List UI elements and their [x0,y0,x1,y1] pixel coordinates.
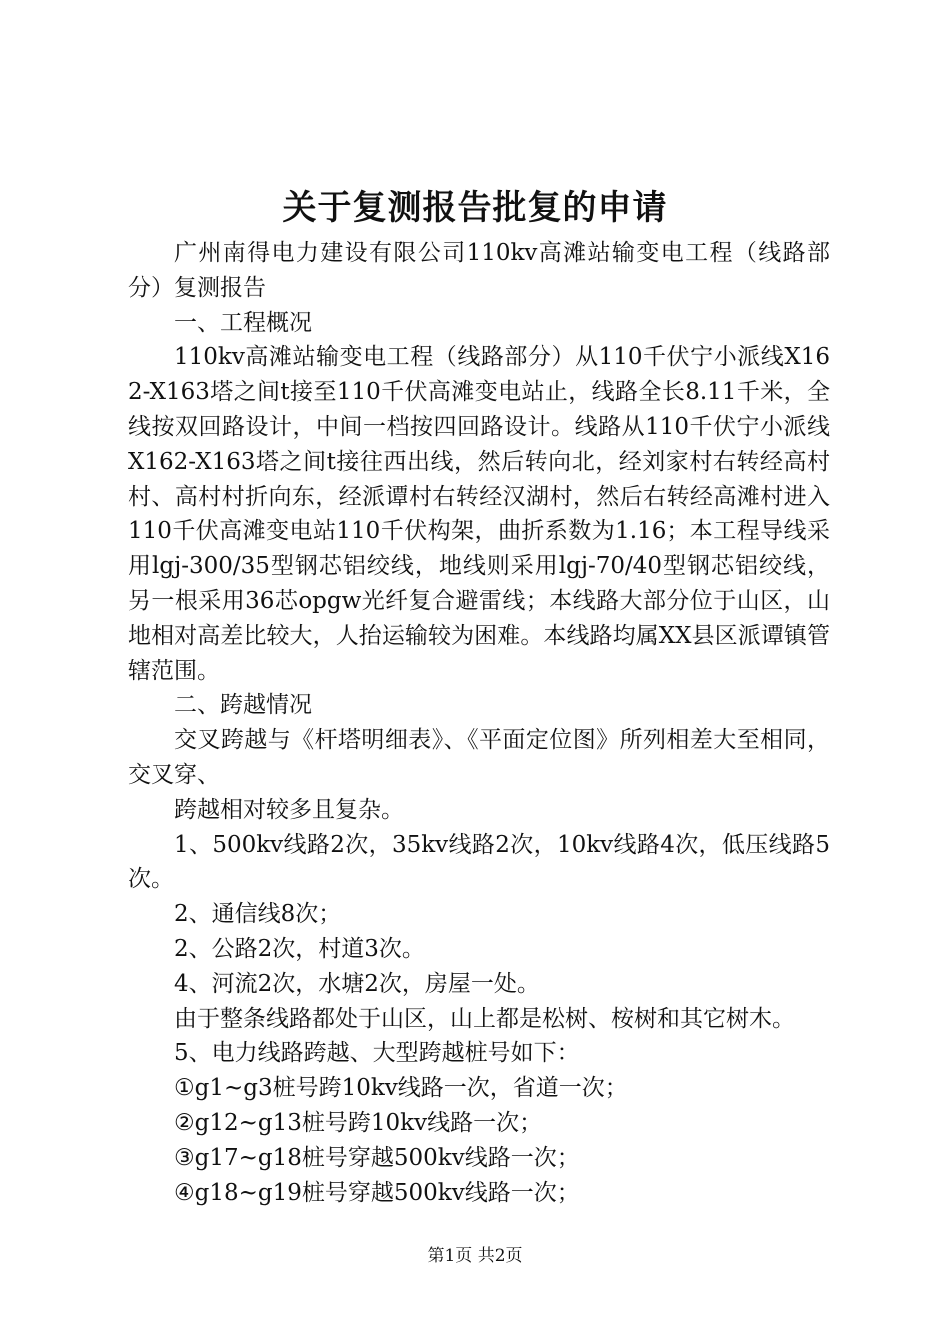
paragraph-crossing-complexity: 跨越相对较多且复杂。 [174,796,404,823]
crossing-item-4: ④g18~g19桩号穿越500kv线路一次； [174,1179,580,1206]
list-item-roads: 2、公路2次，村道3次。 [174,935,425,962]
section-heading-overview: 一、工程概况 [174,309,312,336]
paragraph-overview: 110kv高滩站输变电工程（线路部分）从110千伏宁小派线X162-X163塔之间t接至110千伏高滩变电站止，线路全长8.11千米，全线按双回路设计，中间一档按四回路设计。线路从110千伏宁小派线X162-X163塔之间t接往西出线，然后转向北，经刘家村右转经高村村、高村村折向东，经派谭村右转经汉湖村，然后右转经高滩村进入110千伏高滩变电站110千伏构架，曲折系数为1.16；本工程导线采用lgj-300/35型钢芯铝绞线，地线则采用lgj-70/40型钢芯铝绞线，另一根采用36芯opgw光纤复合避雷线；本线路大部分位于山区，山地相对高差比较大，人抬运输较为困难。本线路均属XX县区派谭镇管辖范围。 [128,344,830,684]
crossing-item-3: ③g17~g18桩号穿越500kv线路一次； [174,1144,580,1171]
crossing-item-1: ①g1~g3桩号跨10kv线路一次，省道一次； [174,1075,628,1102]
page-footer: 第1页 共2页 [427,1246,523,1266]
crossing-item-2: ②g12~g13桩号跨10kv线路一次； [174,1109,543,1136]
document-body [128,236,830,1210]
paragraph-intro: 广州南得电力建设有限公司110kv高滩站输变电工程（线路部分）复测报告 [128,240,830,301]
document-title: 关于复测报告批复的申请 [282,188,668,228]
list-item-rivers: 4、河流2次，水塘2次，房屋一处。 [174,970,540,997]
list-item-communication-lines: 2、通信线8次； [174,901,342,928]
paragraph-terrain: 由于整条线路都处于山区，山上都是松树、桉树和其它树木。 [174,1005,795,1032]
section-heading-crossing: 二、跨越情况 [174,692,312,719]
list-item-power-lines: 1、500kv线路2次，35kv线路2次，10kv线路4次，低压线路5次。 [128,831,830,893]
paragraph-crossing-summary: 交叉跨越与《杆塔明细表》、《平面定位图》所列相差大至相同，交叉穿、 [128,727,830,788]
list-item-stake-heading: 5、电力线路跨越、大型跨越桩号如下： [174,1040,580,1067]
